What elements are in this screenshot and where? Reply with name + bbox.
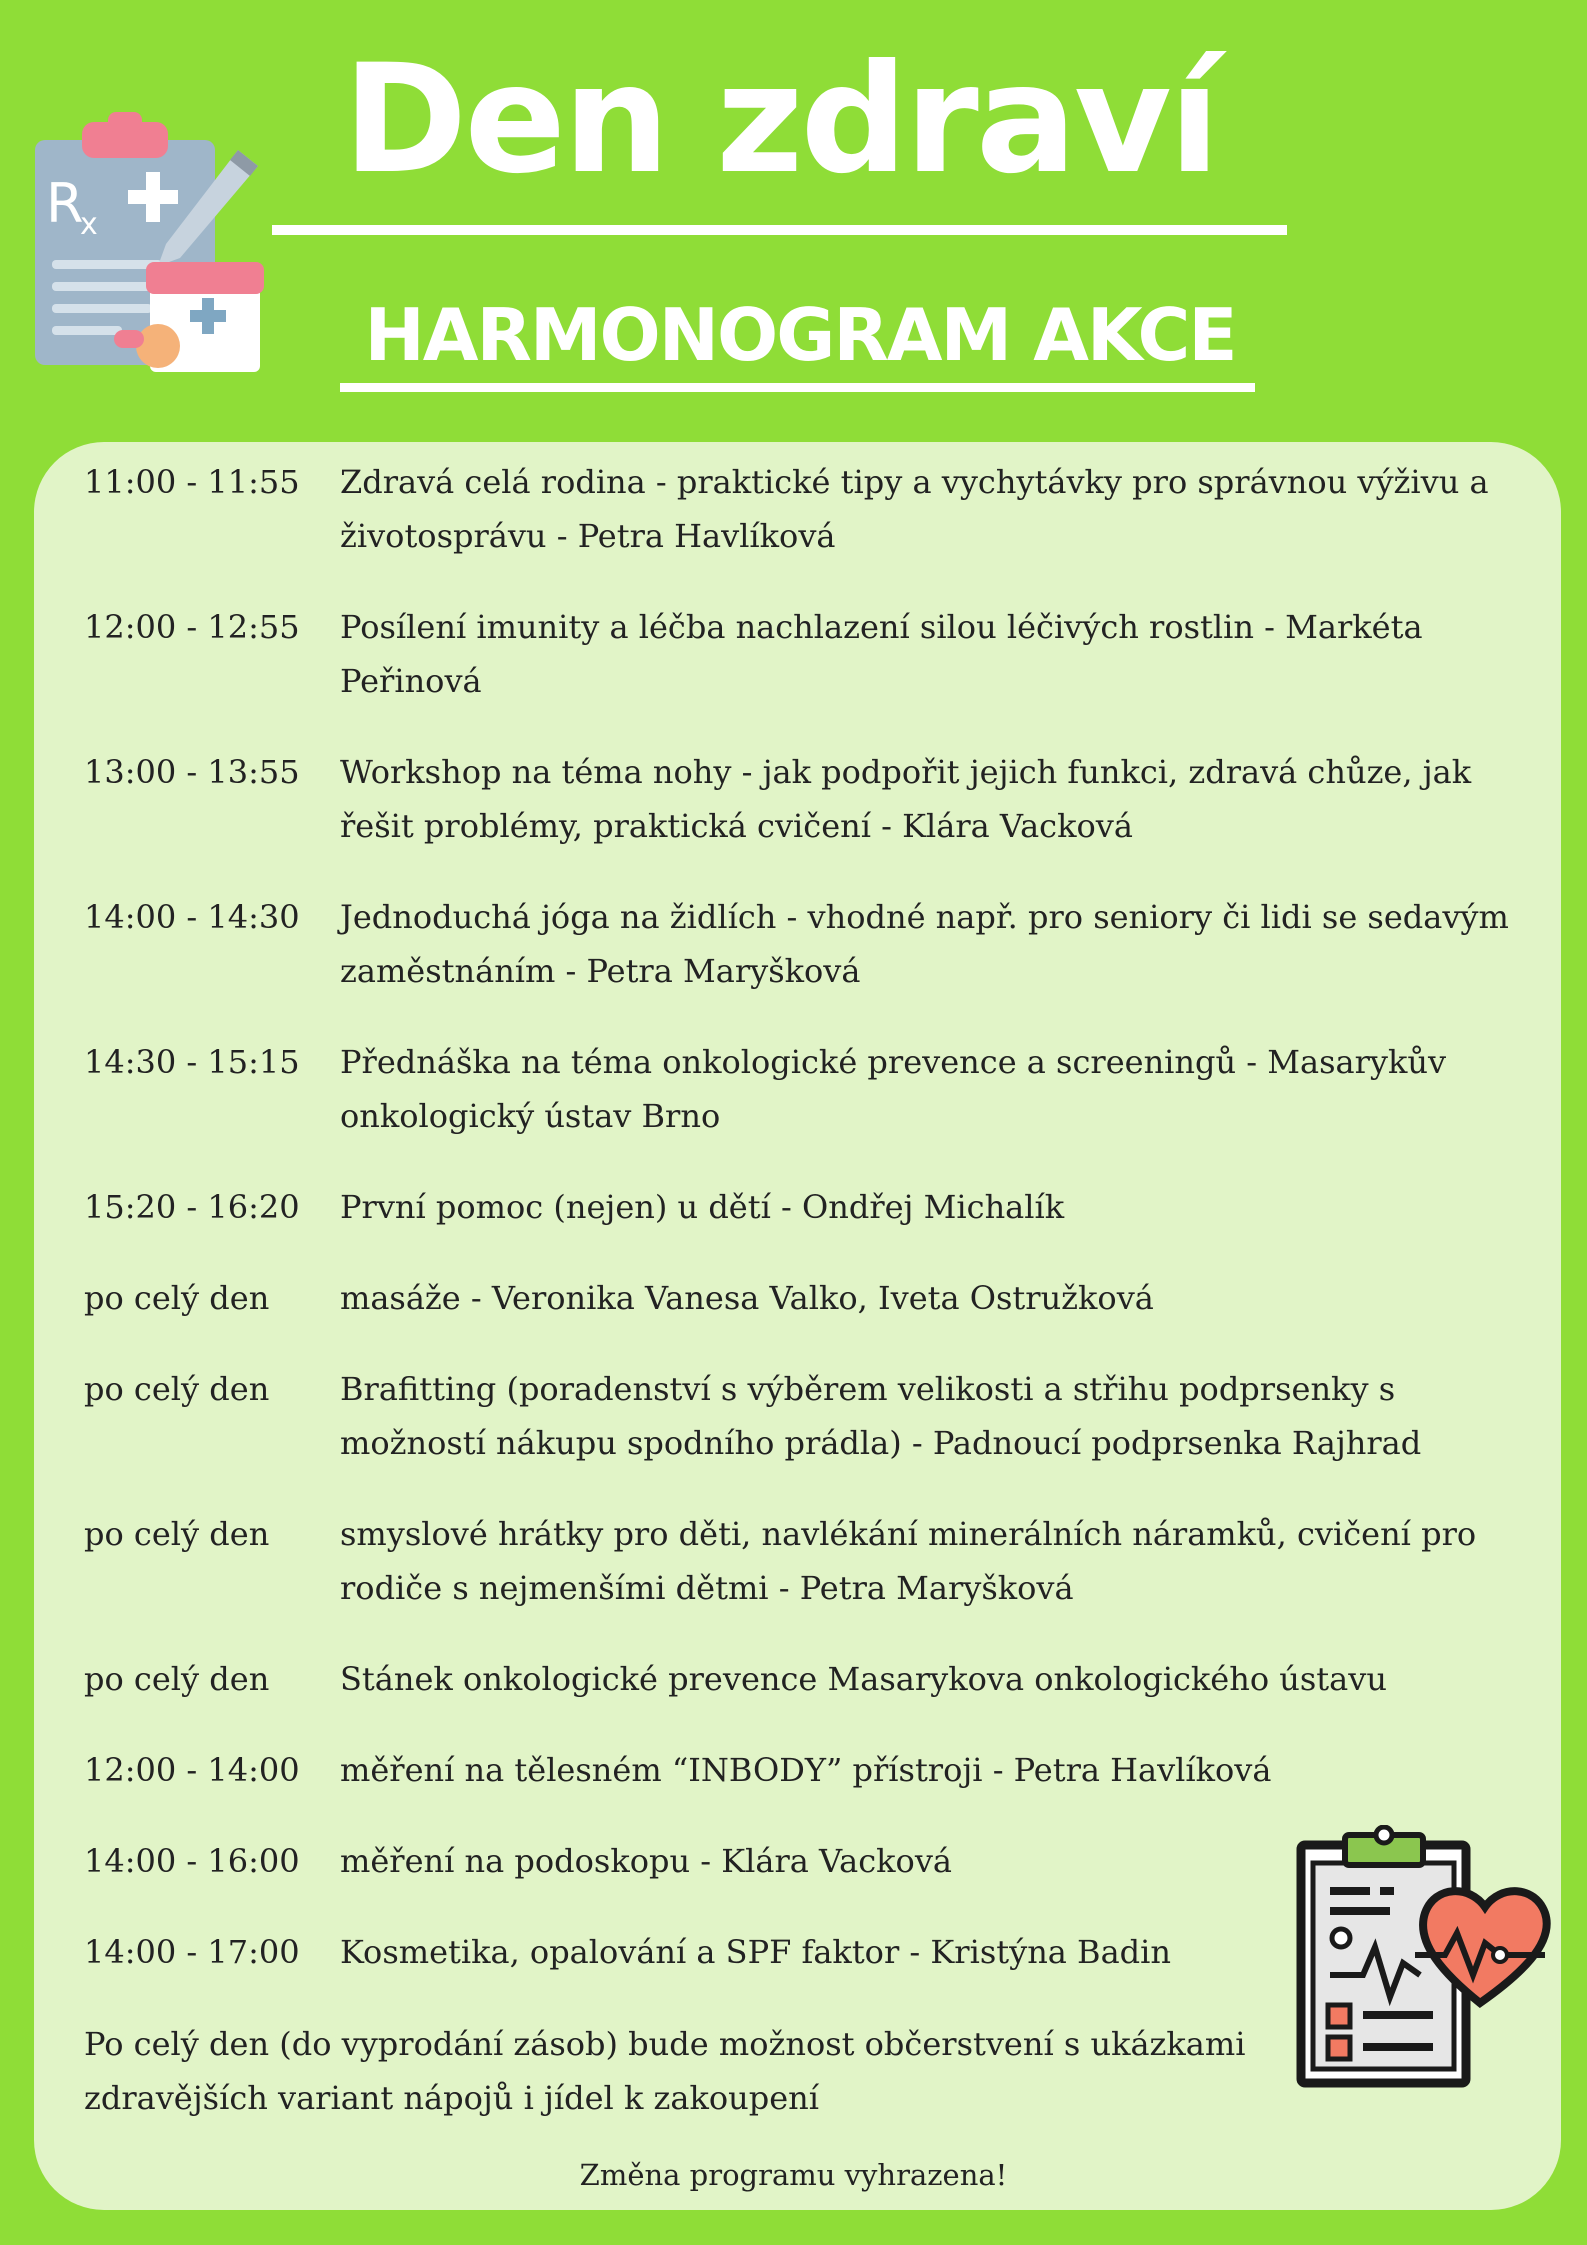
schedule-description: Brafitting (poradenství s výběrem velikosti a střihu podprsenky s možností nákupu spodního prádla) - Padnoucí podprsenka Rajhrad xyxy=(340,1370,1422,1462)
schedule-item xyxy=(84,600,1524,708)
medical-report-heart-icon xyxy=(1295,1825,1565,2095)
schedule-item xyxy=(84,1035,1524,1143)
schedule-description: měření na tělesném “INBODY” přístroji - Petra Havlíková xyxy=(340,1751,1272,1789)
schedule-time: 14:30 - 15:15 xyxy=(84,1043,300,1081)
schedule-list xyxy=(84,455,1524,2016)
schedule-description: Stánek onkologické prevence Masarykova onkologického ústavu xyxy=(340,1660,1387,1698)
svg-text:R: R xyxy=(46,172,84,235)
schedule-description: Workshop na téma nohy - jak podpořit jejich funkci, zdravá chůze, jak řešit problémy, praktická cvičení - Klára Vacková xyxy=(340,753,1472,845)
subtitle-underline xyxy=(340,383,1255,392)
schedule-description: Jednoduchá jóga na židlích - vhodné např. pro seniory či lidi se sedavým zaměstnáním - Petra Maryšková xyxy=(340,898,1509,990)
page-title: Den zdraví xyxy=(342,33,1218,207)
schedule-time: 15:20 - 16:20 xyxy=(84,1188,300,1226)
schedule-description: Zdravá celá rodina - praktické tipy a vychytávky pro správnou výživu a životosprávu - Petra Havlíková xyxy=(340,463,1489,555)
schedule-time: po celý den xyxy=(84,1515,270,1553)
refreshment-note: Po celý den (do vyprodání zásob) bude možnost občerstvení s ukázkami zdravějších variant nápojů i jídel k zakoupení xyxy=(84,2025,1246,2117)
schedule-description: masáže - Veronika Vanesa Valko, Iveta Ostružková xyxy=(340,1279,1154,1317)
schedule-time: 14:00 - 17:00 xyxy=(84,1933,300,1971)
schedule-item xyxy=(84,1743,1524,1797)
schedule-time: 12:00 - 12:55 xyxy=(84,608,300,646)
schedule-time: po celý den xyxy=(84,1660,270,1698)
svg-text:x: x xyxy=(80,207,98,242)
schedule-item xyxy=(84,1271,1524,1325)
schedule-time: po celý den xyxy=(84,1279,270,1317)
schedule-description: Kosmetika, opalování a SPF faktor - Kristýna Badin xyxy=(340,1933,1171,1971)
schedule-time: 14:00 - 16:00 xyxy=(84,1842,300,1880)
schedule-item xyxy=(84,1507,1524,1615)
prescription-clipboard-icon xyxy=(30,110,275,375)
schedule-description: První pomoc (nejen) u dětí - Ondřej Michalík xyxy=(340,1188,1065,1226)
schedule-item xyxy=(84,890,1524,998)
schedule-time: 13:00 - 13:55 xyxy=(84,753,300,791)
schedule-item xyxy=(84,745,1524,853)
title-underline xyxy=(272,225,1287,235)
schedule-time: 12:00 - 14:00 xyxy=(84,1751,300,1789)
schedule-description: smyslové hrátky pro děti, navlékání minerálních náramků, cvičení pro rodiče s nejmenšími dětmi - Petra Maryšková xyxy=(340,1515,1477,1607)
schedule-description: Přednáška na téma onkologické prevence a screeningů - Masarykův onkologický ústav Brno xyxy=(340,1043,1447,1135)
program-change-notice: Změna programu vyhrazena! xyxy=(579,2158,1008,2192)
schedule-time: 14:00 - 14:30 xyxy=(84,898,300,936)
schedule-time: 11:00 - 11:55 xyxy=(84,463,300,501)
schedule-description: měření na podoskopu - Klára Vacková xyxy=(340,1842,952,1880)
schedule-description: Posílení imunity a léčba nachlazení silou léčivých rostlin - Markéta Peřinová xyxy=(340,608,1423,700)
schedule-item xyxy=(84,455,1524,563)
schedule-item xyxy=(84,1652,1524,1706)
schedule-item xyxy=(84,1362,1524,1470)
schedule-item xyxy=(84,1180,1524,1234)
schedule-time: po celý den xyxy=(84,1370,270,1408)
page-subtitle: HARMONOGRAM AKCE xyxy=(364,293,1236,377)
